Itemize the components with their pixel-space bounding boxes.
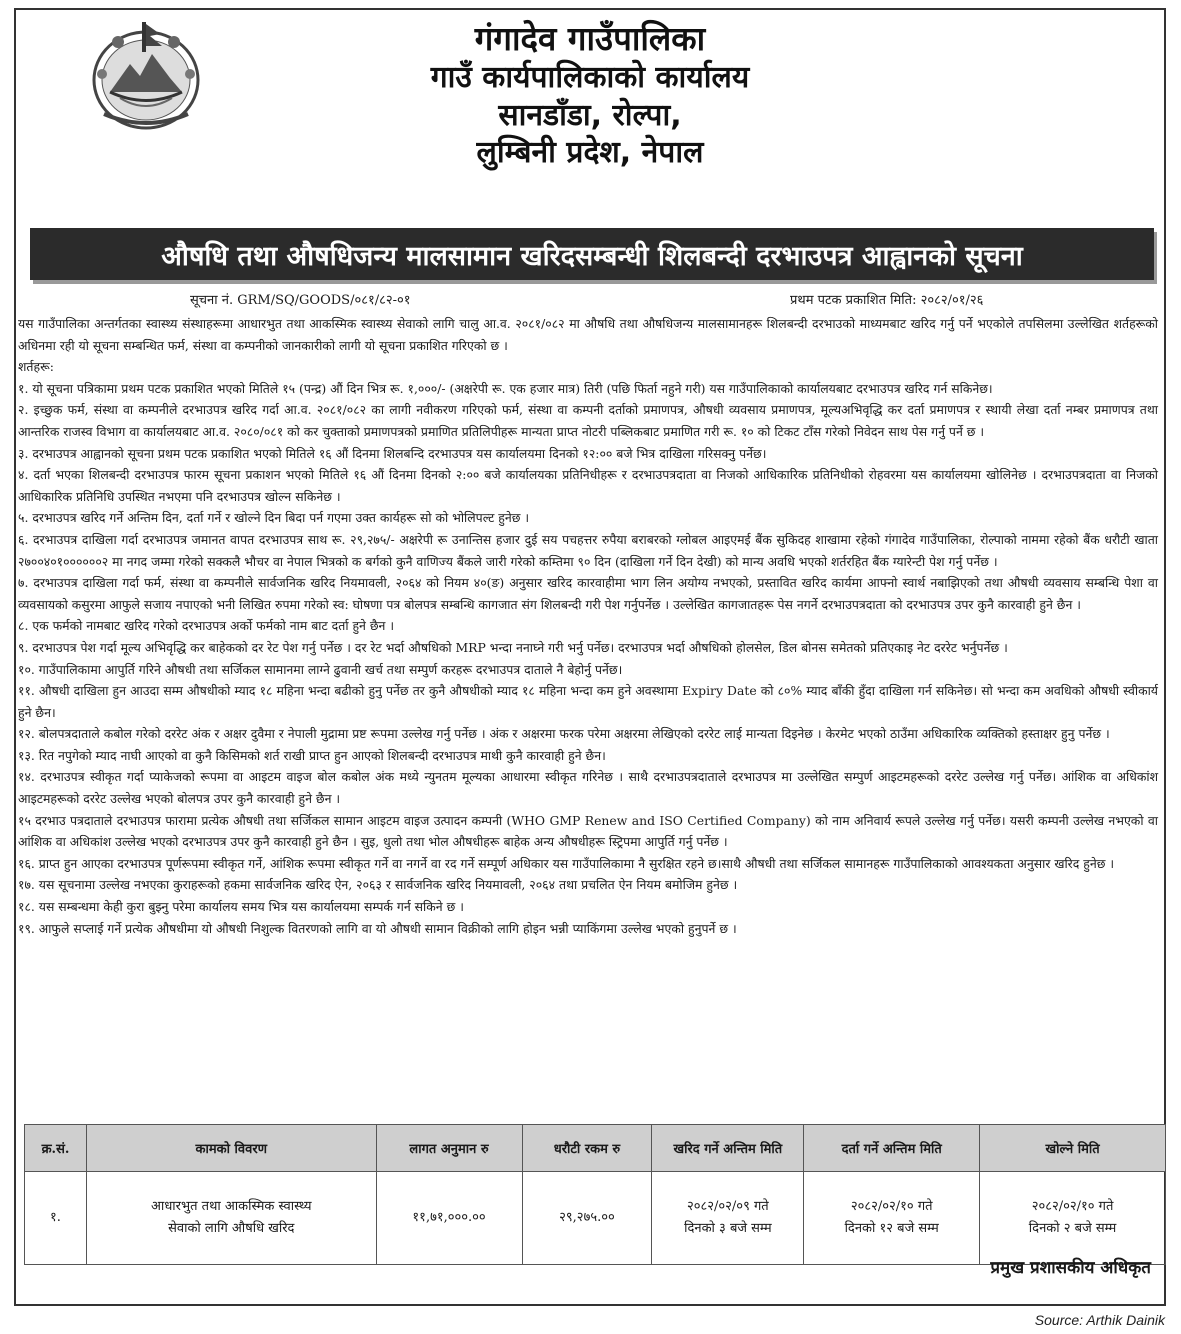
column-header-cost-estimate: लागत अनुमान रु: [376, 1125, 522, 1172]
watermark: ​: [300, 640, 386, 694]
column-header-deposit: धरौटी रकम रु: [522, 1125, 652, 1172]
time-line: दिनको १२ बजे सम्म: [844, 1221, 939, 1236]
cell-register-deadline: [804, 1172, 980, 1265]
notice-title-banner: औषधि तथा औषधिजन्य मालसामान खरिदसम्बन्धी शिलबन्दी दरभाउपत्र आह्वानको सूचना: [30, 228, 1154, 280]
conditions-heading: शर्तहरू:: [18, 359, 54, 375]
date-line: २०८२/०२/१० गते: [1031, 1199, 1114, 1214]
source-credit: Source: Arthik Dainik: [1034, 1312, 1165, 1328]
cell-deposit: २९,२७५.००: [522, 1172, 652, 1265]
cell-opening-date: [980, 1172, 1166, 1265]
intro-paragraph: यस गाउँपालिका अन्तर्गतका स्वास्थ्य संस्थाहरूमा आधारभुत तथा आकस्मिक स्वास्थ्य सेवाको लागि चालु आ.व. २०८१/०८२ मा औषधि तथा औषधिजन्य मालसामानहरू शिलबन्दी दरभाउको माध्यमबाट खरिद गर्नु पर्ने भएकोले तपसिलमा उल्लेखित शर्तहरूको अधिनमा रही यो सूचना सम्बन्धित फर्म, संस्था वा कम्पनीको जानकारीको लागी यो सूचना प्रकाशित गरिएको छ ।: [18, 316, 1158, 353]
condition-item: १४. दरभाउपत्र स्वीकृत गर्दा प्याकेजको रूपमा वा आइटम वाइज बोल कबोल अंक मध्ये न्युनतम मूल्यका आधारमा स्वीकृत गरिनेछ । साथै दरभाउपत्रदाताले दरभाउपत्र मा उल्लेखित सम्पुर्ण आइटमहरूको दररेट उल्लेख गर्नु पर्नेछ। आंशिक वा अधिकांश आइटमहरूको दररेट उल्लेख भएको बोलपत्र उपर कुनै कारवाही हुने छैन ।: [18, 769, 1158, 807]
tender-table: [24, 1124, 1166, 1265]
date-line: २०८२/०२/०९ गते: [686, 1199, 769, 1214]
condition-item: ११. औषधी दाखिला हुन आउदा सम्म औषधीको म्याद १८ महिना भन्दा बढीको हुनु पर्नेछ तर कुनै औषधीको म्याद १८ महिना भन्दा कम हुने अवस्थामा Expiry Date को ८०% म्याद बाँकी हुँदा दाखिला गर्न सकिनेछ। सो भन्दा कम अवधिको औषधी स्वीकार्य हुने छैन।: [18, 683, 1158, 720]
condition-item: १८. यस सम्बन्धमा केही कुरा बुझ्नु परेमा कार्यालय समय भित्र यस कार्यालयमा सम्पर्क गर्न सकिने छ ।: [18, 899, 464, 915]
office-province: लुम्बिनी प्रदेश, नेपाल: [476, 135, 704, 171]
condition-item: १५ दरभाउ पत्रदाताले दरभाउपत्र फारामा प्रत्येक औषधी तथा सर्जिकल सामान आइटम वाइज उत्पादन कम्पनी (WHO GMP Renew and ISO Certified Company) को नाम अनिवार्य रूपले उल्लेख गर्नु पर्नेछ। यसरी कम्पनी उल्लेख नभएको वा आंशिक वा अधिकांश उल्लेख भएको दरभाउपत्र उपर कुनै कारवाही हुने छैन । सुइ, धुलो तथा भोल औषधीहरू बाहेक अन्य औषधीहरू स्ट्रिपमा आपुर्ति गर्नु पर्नेछ ।: [18, 812, 1158, 850]
table-header-row: [25, 1125, 1166, 1172]
description-line: सेवाको लागि औषधि खरिद: [168, 1221, 295, 1236]
office-header: [260, 18, 920, 172]
time-line: दिनको ३ बजे सम्म: [684, 1221, 772, 1236]
municipality-name: गंगादेव गाउँपालिका: [474, 19, 706, 58]
signatory-title: प्रमुख प्रशासकीय अधिकृत: [990, 1258, 1151, 1278]
office-name: गाउँ कार्यपालिकाको कार्यालय: [430, 60, 750, 96]
condition-item: ८. एक फर्मको नामबाट खरिद गरेको दरभाउपत्र अर्को फर्मको नाम बाट दर्ता हुने छैन ।: [18, 618, 395, 634]
time-line: दिनको २ बजे सम्म: [1028, 1221, 1117, 1236]
condition-item: १३. रित नपुगेको म्याद नाघी आएको वा कुनै किसिमको शर्त राखी प्राप्त हुन आएको शिलबन्दी दरभाउपत्र माथी कुनै कारवाही हुने छैन।: [18, 747, 606, 763]
publish-date: प्रथम पटक प्रकाशित मिति: २०८२/०१/२६: [790, 293, 984, 308]
table-row: [25, 1172, 1166, 1265]
reference-row: [30, 290, 1154, 310]
condition-item: ६. दरभाउपत्र दाखिला गर्दा दरभाउपत्र जमानत वापत दरभाउपत्र साथ रू. २९,२७५/- अक्षरेपी रू उनान्तिस हजार दुई सय पचहत्तर रुपैया बराबरको ग्लोबल आइएमई बैंक सुकिदह शाखामा रहेको गंगादेव गाउँपालिका, रोल्पाको नाममा रहेको बैंक धरौटी खाता २७००४०१००००००२ मा नगद जम्मा गरेको सक्कलै भौचर वा नेपाल भित्रको क बर्गको कुनै वाणिज्य बैंकले जारी गरेको कम्तिमा ९० दिन (दाखिला गर्ने दिन देखी) को मान्य अवधि भएको शर्तरहित बैंक ग्यारेन्टी पेश गर्नु पर्नेछ ।: [18, 531, 1158, 569]
office-location: सानडाँडा, रोल्पा,: [498, 97, 682, 133]
condition-item: ३. दरभाउपत्र आह्वानको सूचना प्रथम पटक प्रकाशित भएको मितिले १६ औं दिनमा शिलबन्दि दरभाउपत्र यस कार्यालयमा दिनको १२:०० बजे भित्र दाखिला गरिसक्नु पर्नेछ।: [18, 445, 767, 461]
description-line: आधारभुत तथा आकस्मिक स्वास्थ्य: [151, 1199, 312, 1214]
condition-item: २. इच्छुक फर्म, संस्था वा कम्पनीले दरभाउपत्र खरिद गर्दा आ.व. २०८१/०८२ का लागी नवीकरण गरिएको फर्म, संस्था वा कम्पनी दर्ताको प्रमाणपत्र, औषधी व्यवसाय प्रमाणपत्र, मूल्यअभिवृद्धि कर दर्ता प्रमाणपत्र र स्थायी लेखा दर्ता नम्बर प्रमाणपत्र तथा आन्तरिक राजस्व विभाग वा कार्यालयबाट आ.व. २०८०/०८१ को कर चुक्ताको प्रमाणपत्रको प्रमाणित प्रतिलिपीहरू मान्यता प्राप्त नोटरी पब्लिकबाट प्रमाणित गरी रू. १० को टिकट टाँस गरेको निवेदन साथ पेस गर्नु पर्ने छ ।: [18, 402, 1158, 439]
condition-item: १०. गाउँपालिकामा आपुर्ति गरिने औषधी तथा सर्जिकल सामानमा लाग्ने ढुवानी खर्च तथा सम्पुर्ण करहरू दरभाउपत्र दाताले नै बेहोर्नु पर्नेछ।: [18, 661, 623, 677]
cell-description: [86, 1172, 376, 1265]
cell-cost-estimate: ११,७१,०००.००: [376, 1172, 522, 1265]
condition-item: १७. यस सूचनामा उल्लेख नभएका कुराहरूको हकमा सार्वजनिक खरिद ऐन, २०६३ र सार्वजनिक खरिद नियमावली, २०६४ तथा प्रचलित ऐन नियम बमोजिम हुनेछ ।: [18, 877, 738, 893]
condition-item: १६. प्राप्त हुन आएका दरभाउपत्र पूर्णरूपमा स्वीकृत गर्ने, आंशिक रूपमा स्वीकृत गर्ने वा नगर्ने वा रद गर्ने सम्पूर्ण अधिकार यस गाउँपालिकामा नै सुरक्षित रहने छ।साथै औषधी तथा सर्जिकल सामानहरू गाउँपालिकाको आवश्यकता अनुसार खरिद हुनेछ ।: [18, 855, 1115, 871]
cell-sn: १.: [25, 1172, 87, 1265]
condition-item: ४. दर्ता भएका शिलबन्दी दरभाउपत्र फारम सूचना प्रकाशन भएको मितिले १६ औं दिनमा दिनको २:०० बजे कार्यालयका प्रतिनिधीहरू र दरभाउपत्रदाता वा निजको आधिकारिक प्रतिनिधीको रोहवरमा यस कार्यालयमा खोलिनेछ । दरभाउपत्रदाता वा निजको आधिकारिक प्रतिनिधि उपस्थित नभएमा पनि दरभाउपत्र खोल्न सकिनेछ ।: [18, 467, 1158, 504]
column-header-sn: क्र.सं.: [25, 1125, 87, 1172]
condition-item: ५. दरभाउपत्र खरिद गर्ने अन्तिम दिन, दर्ता गर्ने र खोल्ने दिन बिदा पर्न गएमा उक्त कार्यहरू सो को भोलिपल्ट हुनेछ ।: [18, 510, 530, 526]
notice-reference-number: सूचना नं. GRM/SQ/GOODS/०८१/८२-०१: [190, 293, 411, 308]
cell-purchase-deadline: [652, 1172, 804, 1265]
notice-body: [18, 313, 1158, 939]
column-header-description: कामको विवरण: [86, 1125, 376, 1172]
date-line: २०८२/०२/१० गते: [850, 1199, 933, 1214]
column-header-purchase-deadline: खरिद गर्ने अन्तिम मिति: [652, 1125, 804, 1172]
condition-item: १९. आफुले सप्लाई गर्ने प्रत्येक औषधीमा यो औषधी निशुल्क वितरणको लागि वा यो औषधी सामान विक्रीको लागि होइन भन्नी प्याकिंगमा उल्लेख भएको हुनुपर्ने छ ।: [18, 920, 737, 936]
condition-item: ७. दरभाउपत्र दाखिला गर्दा फर्म, संस्था वा कम्पनीले सार्वजनिक खरिद नियमावली, २०६४ को नियम ४०(ङ) अनुसार खरिद कारवाहीमा भाग लिन अयोग्य नभएको, प्रस्तावित खरिद कार्यमा आफ्नो स्वार्थ नबाझिएको तथा औषधी व्यवसाय सम्बन्धि पेशा वा व्यवसायको कसुरमा आफुले सजाय नपाएको भनी लिखित रुपमा गरेको स्व: घोषणा पत्र बोलपत्र सम्बन्धि कागजात संग शिलबन्दी गरी पेश गर्नुपर्नेछ । उल्लेखित कागजातहरू पेस नगर्ने दरभाउपत्रदाता को दरभाउपत्र उपर कुनै कारवाही हुने छैन ।: [18, 575, 1158, 612]
government-emblem-icon: [80, 14, 212, 134]
column-header-opening-date: खोल्ने मिति: [980, 1125, 1166, 1172]
condition-item: १. यो सूचना पत्रिकामा प्रथम पटक प्रकाशित भएको मितिले १५ (पन्द्र) औं दिन भित्र रू. १,०००/- (अक्षरेपी रू. एक हजार मात्र) तिरी (पछि फिर्ता नहुने गरी) यस गाउँपालिकाको कार्यालयबाट दरभाउपत्र खरिद गर्न सकिनेछ।: [18, 380, 993, 396]
column-header-register-deadline: दर्ता गर्ने अन्तिम मिति: [804, 1125, 980, 1172]
condition-item: १२. बोलपत्रदाताले कबोल गरेको दररेट अंक र अक्षर दुवैमा र नेपाली मुद्रामा प्रष्ट रूपमा उल्लेख गर्नु पर्नेछ । अंक र अक्षरमा फरक परेमा अक्षरमा लेखिएको दररेट लाई मान्यता दिइनेछ । केरमेट भएको ठाउँमा अधिकारिक व्यक्तिको हस्ताक्षर हुनु पर्नेछ ।: [18, 726, 1110, 742]
condition-item: ९. दरभाउपत्र पेश गर्दा मूल्य अभिवृद्धि कर बाहेकको दर रेट पेश गर्नु पर्नेछ । दर रेट भर्दा औषधिको MRP भन्दा ननाघ्ने गरी भर्नु पर्नेछ। दरभाउपत्र भर्दा औषधिको होलसेल, डिल बोनस समेतको प्रतिएकाइ नेट दररेट भर्नुपर्नेछ ।: [18, 639, 1008, 655]
